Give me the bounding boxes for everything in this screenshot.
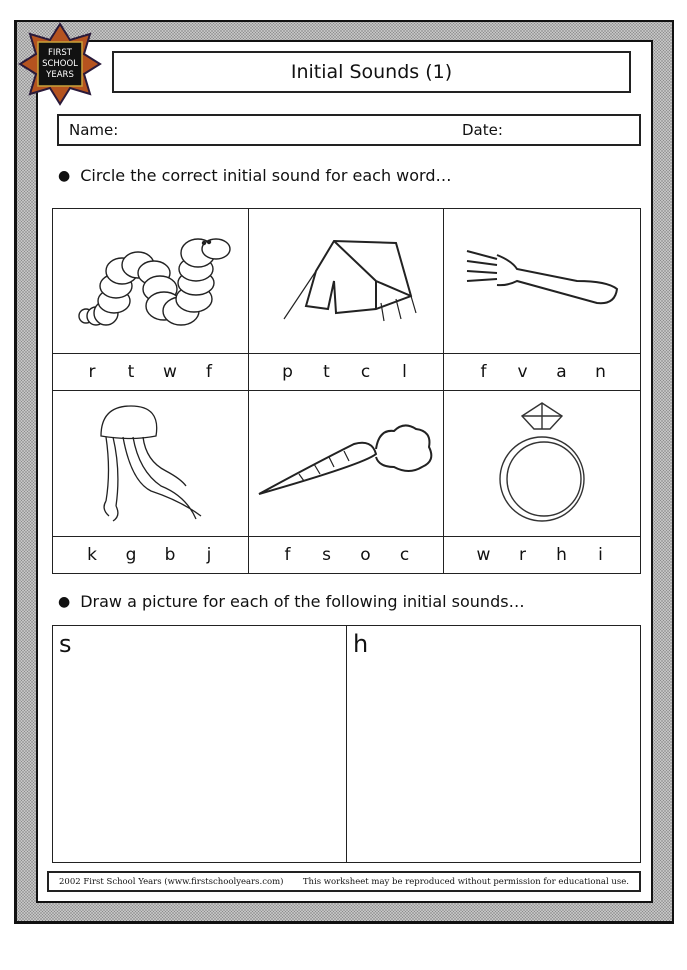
letter-options-jellyfish [53, 537, 249, 573]
letter-option[interactable]: r [88, 362, 96, 382]
letter-option[interactable]: a [556, 362, 567, 382]
instruction-text: Draw a picture for each of the following initial sounds… [80, 592, 525, 611]
letter-option[interactable]: w [163, 362, 177, 382]
logo-line-1: FIRST [48, 48, 72, 58]
letter-option[interactable]: i [598, 545, 603, 565]
picture-cell-worm [53, 209, 249, 354]
letter-options-carrot [249, 537, 444, 573]
logo-line-2: SCHOOL [42, 59, 78, 69]
date-label: Date: [462, 121, 503, 139]
letter-option[interactable]: n [595, 362, 606, 382]
fork-icon [457, 241, 627, 321]
letter-options-ring [444, 537, 640, 573]
name-label: Name: [69, 121, 119, 139]
title-box [112, 51, 631, 93]
letter-option[interactable]: p [282, 362, 293, 382]
letter-option[interactable]: b [164, 545, 176, 565]
name-date-box [57, 114, 641, 146]
draw-box-s[interactable] [53, 626, 347, 862]
draw-box-letter: s [59, 630, 72, 658]
picture-cell-carrot [249, 391, 444, 537]
letter-option[interactable]: f [206, 362, 212, 382]
letter-options-worm [53, 354, 249, 391]
letter-option[interactable]: r [519, 545, 526, 565]
tent-icon [266, 231, 426, 331]
logo-line-3: YEARS [46, 70, 74, 80]
picture-grid [52, 208, 641, 574]
letter-option[interactable]: g [125, 545, 137, 565]
letter-options-fork [444, 354, 640, 391]
letter-option[interactable]: f [284, 545, 291, 565]
letter-option[interactable]: t [127, 362, 135, 382]
picture-cell-ring [444, 391, 640, 537]
instruction-draw [58, 592, 525, 611]
draw-box-letter: h [353, 630, 369, 658]
letter-option[interactable]: t [323, 362, 330, 382]
footer [47, 871, 641, 892]
picture-cell-tent [249, 209, 444, 354]
picture-cell-jellyfish [53, 391, 249, 537]
bullet-icon: ● [58, 167, 71, 184]
jellyfish-icon [91, 401, 211, 526]
instruction-text: Circle the correct initial sound for each word… [80, 166, 452, 185]
letter-option[interactable]: c [360, 362, 371, 382]
letter-option[interactable]: k [87, 545, 97, 565]
worm-icon [66, 221, 236, 341]
first-school-years-logo [18, 22, 102, 106]
letter-option[interactable]: f [480, 362, 487, 382]
letter-option[interactable]: v [517, 362, 528, 382]
letter-option[interactable]: o [360, 545, 371, 565]
letter-option[interactable]: s [322, 545, 331, 565]
footer-permission: This worksheet may be reproduced without permission for educational use. [302, 876, 629, 887]
ring-icon [492, 401, 592, 526]
carrot-icon [254, 419, 439, 509]
draw-box-h[interactable] [347, 626, 640, 862]
instruction-circle [58, 166, 452, 185]
letter-option[interactable]: w [476, 545, 491, 565]
picture-cell-fork [444, 209, 640, 354]
letter-option[interactable]: c [399, 545, 410, 565]
letter-options-tent [249, 354, 444, 391]
page-title: Initial Sounds (1) [290, 61, 453, 83]
letter-option[interactable]: h [556, 545, 567, 565]
letter-option[interactable]: j [206, 545, 212, 565]
letter-option[interactable]: l [402, 362, 407, 382]
footer-copyright: 2002 First School Years (www.firstschoolyears.com) [59, 876, 284, 887]
drawing-area [52, 625, 641, 863]
bullet-icon: ● [58, 593, 71, 610]
